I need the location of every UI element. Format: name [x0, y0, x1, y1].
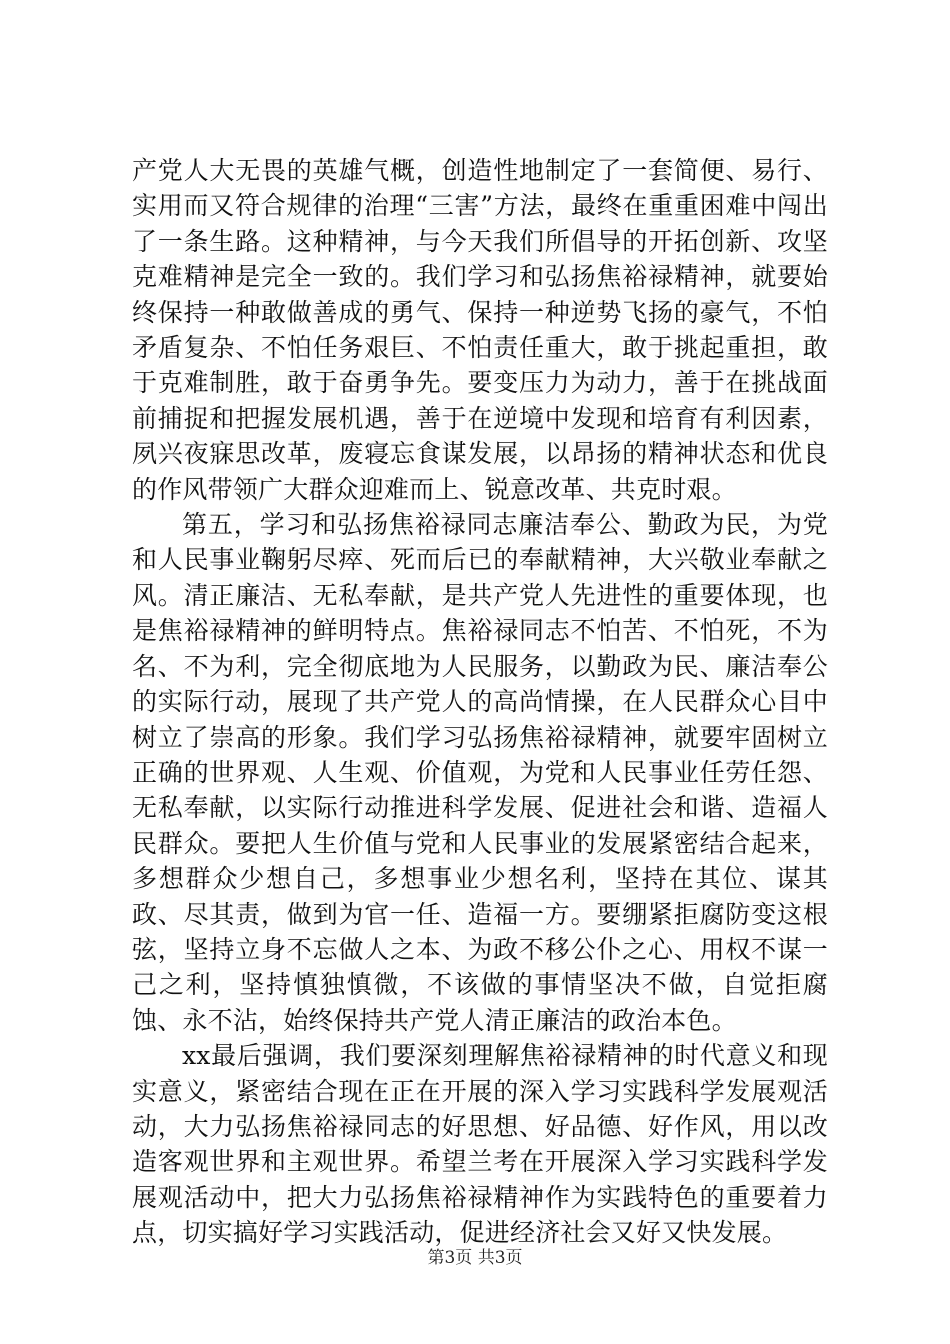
paragraph-closing: xx最后强调，我们要深刻理解焦裕禄精神的时代意义和现实意义，紧密结合现在正在开展的深入学习实践科学发展观活动，大力弘扬焦裕禄同志的好思想、好品德、好作风，用以改造客观世界和主观世界。希望兰考在开展深入学习实践科学发展观活动中，把大力弘扬焦裕禄精神作为实践特色的重要着力点，切实搞好学习实践活动，促进经济社会又好又快发展。 — [132, 1041, 828, 1248]
paragraph-continuation: 产党人大无畏的英雄气概，创造性地制定了一套简便、易行、实用而又符合规律的治理“三害”方法，最终在重重困难中闯出了一条生路。这种精神，与今天我们所倡导的开拓创新、攻坚克难精神是完全一致的。我们学习和弘扬焦裕禄精神，就要始终保持一种敢做善成的勇气、保持一种逆势飞扬的豪气，不怕矛盾复杂、不怕任务艰巨、不怕责任重大，敢于挑起重担，敢于克难制胜，敢于奋勇争先。要变压力为动力，善于在挑战面前捕捉和把握发展机遇，善于在逆境中发现和培育有利因素，夙兴夜寐思改革，废寝忘食谋发展，以昂扬的精神状态和优良的作风带领广大群众迎难而上、锐意改革、共克时艰。 — [132, 156, 828, 504]
document-body — [132, 153, 828, 1251]
page-footer: 第3页 共3页 — [427, 1248, 523, 1268]
paragraph-fifth-point: 第五，学习和弘扬焦裕禄同志廉洁奉公、勤政为民，为党和人民事业鞠躬尽瘁、死而后已的奉献精神，大兴敬业奉献之风。清正廉洁、无私奉献，是共产党人先进性的重要体现，也是焦裕禄精神的鲜明特点。焦裕禄同志不怕苦、不怕死，不为名、不为利，完全彻底地为人民服务，以勤政为民、廉洁奉公的实际行动，展现了共产党人的高尚情操，在人民群众心目中树立了崇高的形象。我们学习弘扬焦裕禄精神，就要牢固树立正确的世界观、人生观、价值观，为党和人民事业任劳任怨、无私奉献，以实际行动推进科学发展、促进社会和谐、造福人民群众。要把人生价值与党和人民事业的发展紧密结合起来，多想群众少想自己，多想事业少想名利，坚持在其位、谋其政、尽其责，做到为官一任、造福一方。要绷紧拒腐防变这根弦，坚持立身不忘做人之本、为政不移公仆之心、用权不谋一己之利，坚持慎独慎微，不该做的事情坚决不做，自觉拒腐蚀、永不沾，始终保持共产党人清正廉洁的政治本色。 — [132, 510, 828, 1035]
